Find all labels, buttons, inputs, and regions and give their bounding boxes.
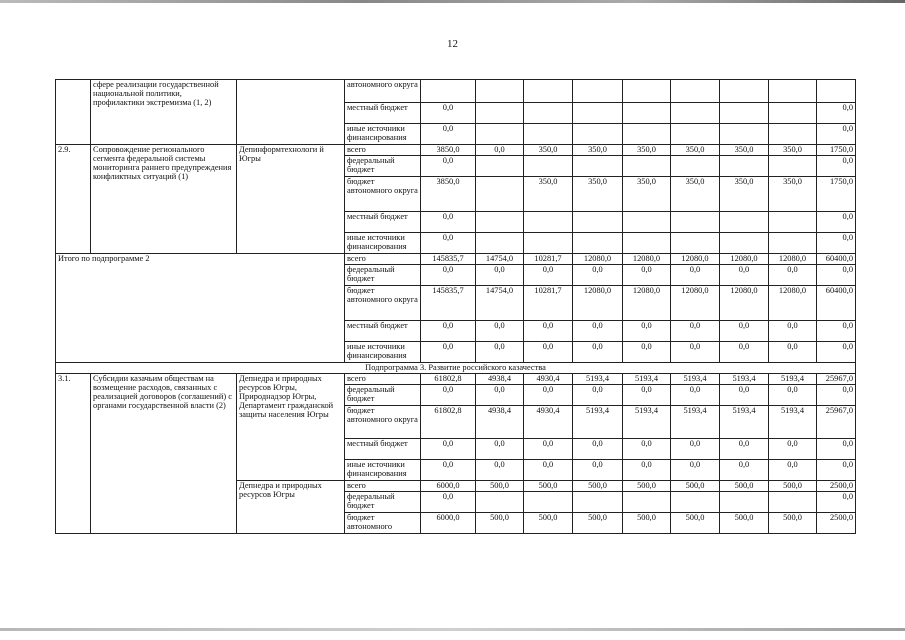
value-cell	[476, 212, 524, 233]
value-cell: 0,0	[476, 439, 524, 460]
value-cell	[769, 80, 817, 103]
value-cell: 0,0	[720, 265, 769, 286]
value-cell: 12080,0	[769, 286, 817, 321]
value-cell: 350,0	[720, 145, 769, 156]
value-cell: 0,0	[421, 233, 476, 254]
source-cell: федеральный бюджет	[345, 265, 421, 286]
value-cell: 350,0	[573, 145, 623, 156]
value-cell: 0,0	[769, 265, 817, 286]
value-cell: 10281,7	[524, 286, 573, 321]
value-cell: 0,0	[623, 265, 671, 286]
value-cell: 0,0	[421, 460, 476, 481]
source-cell: федеральный бюджет	[345, 156, 421, 177]
value-cell: 0,0	[421, 124, 476, 145]
value-cell: 0,0	[524, 321, 573, 342]
value-cell: 0,0	[623, 321, 671, 342]
value-cell: 12080,0	[623, 286, 671, 321]
source-cell: местный бюджет	[345, 321, 421, 342]
value-cell	[573, 80, 623, 103]
value-cell: 500,0	[671, 481, 720, 492]
value-cell	[671, 103, 720, 124]
value-cell: 0,0	[524, 342, 573, 363]
value-cell	[769, 492, 817, 513]
activity-name-cell: Сопровождение регионального сегмента федеральной системы мониторинга раннего предупреждения конфликтных ситуаций (1)	[91, 145, 237, 254]
subprogram-heading: Подпрограмма 3. Развитие российского казачества	[56, 363, 856, 374]
value-cell: 350,0	[769, 177, 817, 212]
value-cell: 14754,0	[476, 286, 524, 321]
value-cell: 5193,4	[623, 406, 671, 439]
value-cell: 145835,7	[421, 254, 476, 265]
value-cell: 3850,0	[421, 145, 476, 156]
value-cell: 350,0	[671, 177, 720, 212]
value-cell: 0,0	[421, 385, 476, 406]
source-cell: федеральный бюджет	[345, 492, 421, 513]
value-cell	[720, 233, 769, 254]
value-cell: 0,0	[421, 156, 476, 177]
value-cell	[769, 212, 817, 233]
value-cell: 0,0	[817, 385, 856, 406]
value-cell: 0,0	[671, 265, 720, 286]
table-row	[56, 145, 856, 156]
value-cell: 12080,0	[623, 254, 671, 265]
value-cell: 0,0	[623, 342, 671, 363]
value-cell: 350,0	[671, 145, 720, 156]
value-cell: 0,0	[524, 385, 573, 406]
value-cell: 0,0	[817, 233, 856, 254]
source-cell: всего	[345, 145, 421, 156]
value-cell: 0,0	[476, 342, 524, 363]
value-cell: 500,0	[476, 481, 524, 492]
source-cell: иные источники финансирования	[345, 124, 421, 145]
value-cell: 0,0	[573, 385, 623, 406]
value-cell	[769, 124, 817, 145]
value-cell: 25967,0	[817, 374, 856, 385]
source-cell: автономного округа	[345, 80, 421, 103]
value-cell	[671, 212, 720, 233]
table-row	[56, 363, 856, 374]
value-cell: 0,0	[573, 460, 623, 481]
value-cell	[623, 233, 671, 254]
value-cell: 0,0	[524, 439, 573, 460]
value-cell: 61802,8	[421, 374, 476, 385]
table-row	[56, 80, 856, 103]
table-row	[56, 374, 856, 385]
value-cell: 0,0	[817, 103, 856, 124]
value-cell: 60400,0	[817, 254, 856, 265]
value-cell: 3850,0	[421, 177, 476, 212]
value-cell: 500,0	[720, 513, 769, 534]
value-cell: 0,0	[720, 342, 769, 363]
value-cell	[769, 156, 817, 177]
value-cell: 0,0	[817, 212, 856, 233]
source-cell: иные источники финансирования	[345, 342, 421, 363]
value-cell	[476, 492, 524, 513]
value-cell	[573, 212, 623, 233]
value-cell: 0,0	[671, 460, 720, 481]
value-cell	[769, 103, 817, 124]
value-cell	[476, 103, 524, 124]
value-cell: 5193,4	[623, 374, 671, 385]
value-cell	[573, 156, 623, 177]
value-cell: 5193,4	[720, 374, 769, 385]
value-cell: 0,0	[769, 342, 817, 363]
value-cell: 0,0	[573, 342, 623, 363]
value-cell	[623, 80, 671, 103]
value-cell: 0,0	[720, 439, 769, 460]
value-cell: 0,0	[671, 385, 720, 406]
executor-cell: Депинформтехнологи й Югры	[237, 145, 345, 254]
value-cell	[524, 124, 573, 145]
value-cell: 0,0	[476, 145, 524, 156]
value-cell: 25967,0	[817, 406, 856, 439]
value-cell: 500,0	[671, 513, 720, 534]
subtotal-label-cell: Итого по подпрограмме 2	[56, 254, 345, 363]
value-cell: 0,0	[421, 103, 476, 124]
value-cell: 12080,0	[720, 254, 769, 265]
value-cell: 0,0	[476, 460, 524, 481]
value-cell: 350,0	[769, 145, 817, 156]
value-cell: 500,0	[623, 513, 671, 534]
value-cell	[524, 233, 573, 254]
value-cell: 14754,0	[476, 254, 524, 265]
value-cell: 350,0	[623, 145, 671, 156]
value-cell	[573, 124, 623, 145]
value-cell: 0,0	[476, 321, 524, 342]
scan-edge-bottom	[0, 628, 905, 631]
value-cell: 0,0	[623, 460, 671, 481]
value-cell: 500,0	[769, 481, 817, 492]
value-cell: 500,0	[720, 481, 769, 492]
value-cell	[671, 233, 720, 254]
value-cell: 1750,0	[817, 145, 856, 156]
source-cell: бюджет автономного	[345, 513, 421, 534]
value-cell: 0,0	[817, 460, 856, 481]
value-cell	[524, 156, 573, 177]
value-cell: 5193,4	[671, 374, 720, 385]
activity-name-cell: сфере реализации государственной национальной политики, профилактики экстремизма (1, 2)	[91, 80, 237, 145]
value-cell	[476, 233, 524, 254]
value-cell: 12080,0	[671, 286, 720, 321]
value-cell	[720, 156, 769, 177]
value-cell	[623, 103, 671, 124]
value-cell	[720, 124, 769, 145]
source-cell: иные источники финансирования	[345, 233, 421, 254]
value-cell	[769, 233, 817, 254]
value-cell	[720, 103, 769, 124]
value-cell: 0,0	[769, 385, 817, 406]
value-cell	[524, 212, 573, 233]
value-cell	[623, 492, 671, 513]
value-cell: 0,0	[817, 124, 856, 145]
value-cell	[720, 80, 769, 103]
value-cell: 0,0	[817, 439, 856, 460]
value-cell: 0,0	[817, 492, 856, 513]
value-cell: 4938,4	[476, 374, 524, 385]
value-cell: 12080,0	[573, 286, 623, 321]
value-cell: 500,0	[573, 513, 623, 534]
row-number-cell: 3.1.	[56, 374, 91, 534]
value-cell: 0,0	[623, 439, 671, 460]
value-cell	[573, 103, 623, 124]
value-cell	[524, 80, 573, 103]
value-cell	[573, 492, 623, 513]
value-cell: 350,0	[524, 145, 573, 156]
value-cell: 60400,0	[817, 286, 856, 321]
source-cell: местный бюджет	[345, 212, 421, 233]
value-cell: 0,0	[720, 460, 769, 481]
scan-edge-top	[0, 0, 905, 3]
value-cell: 350,0	[720, 177, 769, 212]
value-cell	[476, 80, 524, 103]
value-cell	[720, 212, 769, 233]
value-cell: 12080,0	[671, 254, 720, 265]
value-cell: 145835,7	[421, 286, 476, 321]
value-cell: 0,0	[476, 265, 524, 286]
value-cell: 12080,0	[769, 254, 817, 265]
source-cell: местный бюджет	[345, 103, 421, 124]
value-cell: 0,0	[817, 321, 856, 342]
value-cell: 0,0	[524, 265, 573, 286]
value-cell: 2500,0	[817, 513, 856, 534]
row-number-cell	[56, 80, 91, 145]
value-cell	[817, 80, 856, 103]
value-cell	[524, 103, 573, 124]
value-cell	[623, 212, 671, 233]
value-cell: 0,0	[573, 321, 623, 342]
financing-table	[55, 79, 856, 534]
value-cell	[623, 124, 671, 145]
value-cell: 350,0	[573, 177, 623, 212]
value-cell: 0,0	[421, 342, 476, 363]
executor-cell: Депнедра и природных ресурсов Югры	[237, 481, 345, 534]
value-cell	[524, 492, 573, 513]
value-cell	[573, 233, 623, 254]
source-cell: иные источники финансирования	[345, 460, 421, 481]
value-cell: 0,0	[421, 439, 476, 460]
value-cell: 0,0	[524, 460, 573, 481]
value-cell	[476, 156, 524, 177]
value-cell: 5193,4	[573, 406, 623, 439]
value-cell: 0,0	[769, 321, 817, 342]
value-cell: 5193,4	[769, 406, 817, 439]
value-cell: 500,0	[769, 513, 817, 534]
value-cell: 350,0	[524, 177, 573, 212]
value-cell: 1750,0	[817, 177, 856, 212]
value-cell: 12080,0	[720, 286, 769, 321]
value-cell: 500,0	[476, 513, 524, 534]
value-cell: 12080,0	[573, 254, 623, 265]
source-cell: всего	[345, 481, 421, 492]
value-cell: 0,0	[421, 492, 476, 513]
value-cell: 500,0	[623, 481, 671, 492]
source-cell: местный бюджет	[345, 439, 421, 460]
value-cell: 5193,4	[720, 406, 769, 439]
value-cell	[671, 124, 720, 145]
page-number: 12	[447, 38, 458, 50]
value-cell	[671, 492, 720, 513]
value-cell	[623, 156, 671, 177]
value-cell: 350,0	[623, 177, 671, 212]
value-cell: 0,0	[476, 385, 524, 406]
value-cell: 0,0	[623, 385, 671, 406]
value-cell: 0,0	[421, 212, 476, 233]
value-cell: 6000,0	[421, 513, 476, 534]
value-cell: 0,0	[817, 265, 856, 286]
value-cell: 0,0	[421, 265, 476, 286]
value-cell: 61802,8	[421, 406, 476, 439]
value-cell: 0,0	[421, 321, 476, 342]
value-cell: 500,0	[573, 481, 623, 492]
value-cell: 4930,4	[524, 406, 573, 439]
value-cell: 0,0	[720, 385, 769, 406]
value-cell: 0,0	[671, 321, 720, 342]
source-cell: бюджет автономного округа	[345, 177, 421, 212]
value-cell: 0,0	[817, 156, 856, 177]
value-cell: 5193,4	[573, 374, 623, 385]
value-cell: 4930,4	[524, 374, 573, 385]
value-cell	[476, 177, 524, 212]
executor-cell	[237, 80, 345, 145]
value-cell: 5193,4	[671, 406, 720, 439]
source-cell: федеральный бюджет	[345, 385, 421, 406]
value-cell: 0,0	[817, 342, 856, 363]
source-cell: всего	[345, 374, 421, 385]
value-cell: 500,0	[524, 481, 573, 492]
value-cell: 2500,0	[817, 481, 856, 492]
value-cell: 5193,4	[769, 374, 817, 385]
value-cell	[476, 124, 524, 145]
value-cell: 10281,7	[524, 254, 573, 265]
value-cell: 500,0	[524, 513, 573, 534]
value-cell: 0,0	[720, 321, 769, 342]
value-cell: 0,0	[769, 460, 817, 481]
value-cell: 0,0	[573, 439, 623, 460]
value-cell: 0,0	[573, 265, 623, 286]
value-cell	[421, 80, 476, 103]
executor-cell: Депнедра и природных ресурсов Югры, Природнадзор Югры, Департамент гражданской защиты населения Югры	[237, 374, 345, 481]
value-cell: 0,0	[769, 439, 817, 460]
value-cell	[720, 492, 769, 513]
table-row	[56, 254, 856, 265]
value-cell	[671, 80, 720, 103]
value-cell	[671, 156, 720, 177]
activity-name-cell: Субсидии казачьим обществам на возмещение расходов, связанных с реализацией договоров (соглашений) с органами государственной власти (2)	[91, 374, 237, 534]
source-cell: бюджет автономного округа	[345, 406, 421, 439]
value-cell: 6000,0	[421, 481, 476, 492]
value-cell: 4938,4	[476, 406, 524, 439]
source-cell: бюджет автономного округа	[345, 286, 421, 321]
source-cell: всего	[345, 254, 421, 265]
value-cell: 0,0	[671, 342, 720, 363]
row-number-cell: 2.9.	[56, 145, 91, 254]
value-cell: 0,0	[671, 439, 720, 460]
